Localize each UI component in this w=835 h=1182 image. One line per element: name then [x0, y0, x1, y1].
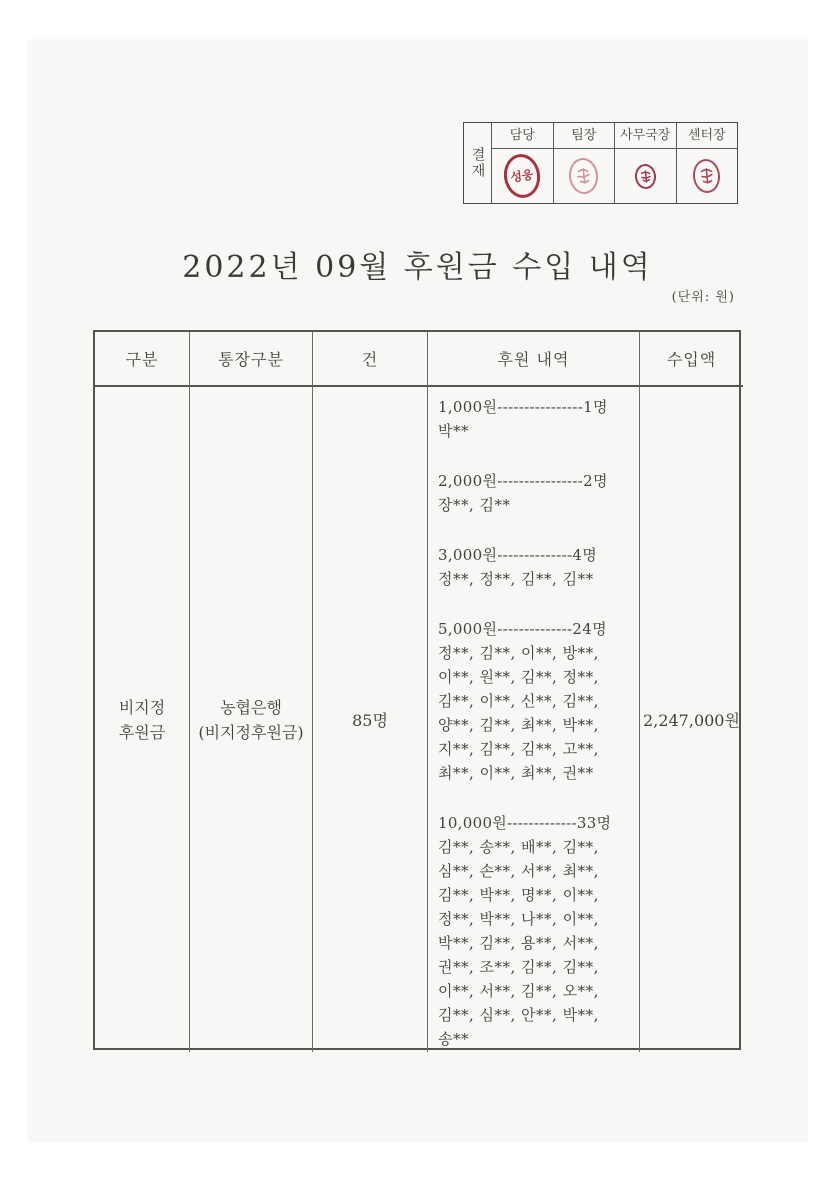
column-header-category: 구분: [95, 332, 189, 387]
donor-names-line: 김**, 송**, 배**, 김**,: [438, 838, 599, 856]
approval-stamp-cell: [677, 149, 738, 203]
donor-names-line: 정**, 박**, 나**, 이**,: [438, 910, 599, 928]
donation-tier-section: [438, 469, 639, 517]
tier-amount-line: 10,000원-------------33명: [438, 814, 612, 832]
tier-amount-line: 5,000원--------------24명: [438, 620, 607, 638]
donor-names-line: 장**, 김**: [438, 496, 511, 514]
account-line: 농협은행: [220, 697, 282, 717]
red-seal-stamp-icon: [567, 157, 600, 196]
cell-donation-details: [427, 387, 639, 1052]
column-header-details: 후원 내역: [427, 332, 639, 387]
tier-amount-line: 3,000원--------------4명: [438, 546, 598, 564]
approval-stamp-cell: [554, 149, 615, 203]
cell-amount: 2,247,000원: [639, 387, 743, 1052]
account-line: (비지정후원금): [198, 722, 304, 742]
donor-names-line: 김**, 이**, 신**, 김**,: [438, 692, 599, 710]
donor-names-line: 심**, 손**, 서**, 최**,: [438, 862, 599, 880]
approval-stamp-cell: [492, 149, 553, 203]
column-header-account: 통장구분: [189, 332, 312, 387]
approval-column-samukukjang: [614, 123, 676, 203]
donor-names-line: 지**, 김**, 김**, 고**,: [438, 740, 599, 758]
approval-column-centerjang: [676, 123, 738, 203]
approval-label: 결재: [464, 123, 492, 203]
unit-note: (단위: 원): [671, 290, 735, 305]
red-seal-stamp-icon: [634, 162, 657, 189]
approval-role-label: 센터장: [677, 123, 738, 149]
donation-tier-section: [438, 617, 639, 785]
cell-account: [189, 387, 312, 1052]
donation-tier-section: [438, 543, 639, 591]
tier-amount-line: 1,000원----------------1명: [438, 398, 608, 416]
donor-names-line: 최**, 이**, 최**, 권**: [438, 764, 594, 782]
donor-names-line: 정**, 김**, 이**, 방**,: [438, 644, 599, 662]
donation-tier-section: [438, 395, 639, 443]
cell-count: 85명: [312, 387, 427, 1052]
approval-role-label: 사무국장: [615, 123, 676, 149]
donor-names-line: 양**, 김**, 최**, 박**,: [438, 716, 599, 734]
donor-names-line: 박**: [438, 422, 469, 440]
donor-names-line: 김**, 심**, 안**, 박**,: [438, 1006, 599, 1024]
red-seal-stamp-icon: 성웅: [501, 152, 543, 201]
approval-stamp-cell: [615, 149, 676, 203]
donor-names-line: 정**, 정**, 김**, 김**: [438, 570, 594, 588]
donor-names-line: 박**, 김**, 용**, 서**,: [438, 934, 599, 952]
donation-table: [93, 330, 741, 1050]
donor-names-line: 김**, 박**, 명**, 이**,: [438, 886, 599, 904]
approval-column-damdang: [492, 123, 553, 203]
approval-column-timjang: [553, 123, 615, 203]
approval-sign-box: [463, 122, 738, 204]
category-line: 비지정: [118, 697, 166, 717]
approval-role-label: 팀장: [554, 123, 615, 149]
donor-names-line: 이**, 원**, 김**, 정**,: [438, 668, 599, 686]
column-header-amount: 수입액: [639, 332, 743, 387]
cell-category: [95, 387, 189, 1052]
tier-amount-line: 2,000원----------------2명: [438, 472, 608, 490]
donation-tier-section: [438, 811, 639, 1051]
donor-names-line: 송**: [438, 1030, 469, 1048]
approval-role-label: 담당: [492, 123, 553, 149]
donor-names-line: 권**, 조**, 김**, 김**,: [438, 958, 599, 976]
donor-names-line: 이**, 서**, 김**, 오**,: [438, 982, 599, 1000]
column-header-count: 건: [312, 332, 427, 387]
red-seal-stamp-icon: [692, 158, 722, 195]
scanned-document-page: [28, 40, 807, 1142]
category-line: 후원금: [118, 722, 166, 742]
document-title: 2022년 09월 후원금 수입 내역: [182, 250, 653, 285]
